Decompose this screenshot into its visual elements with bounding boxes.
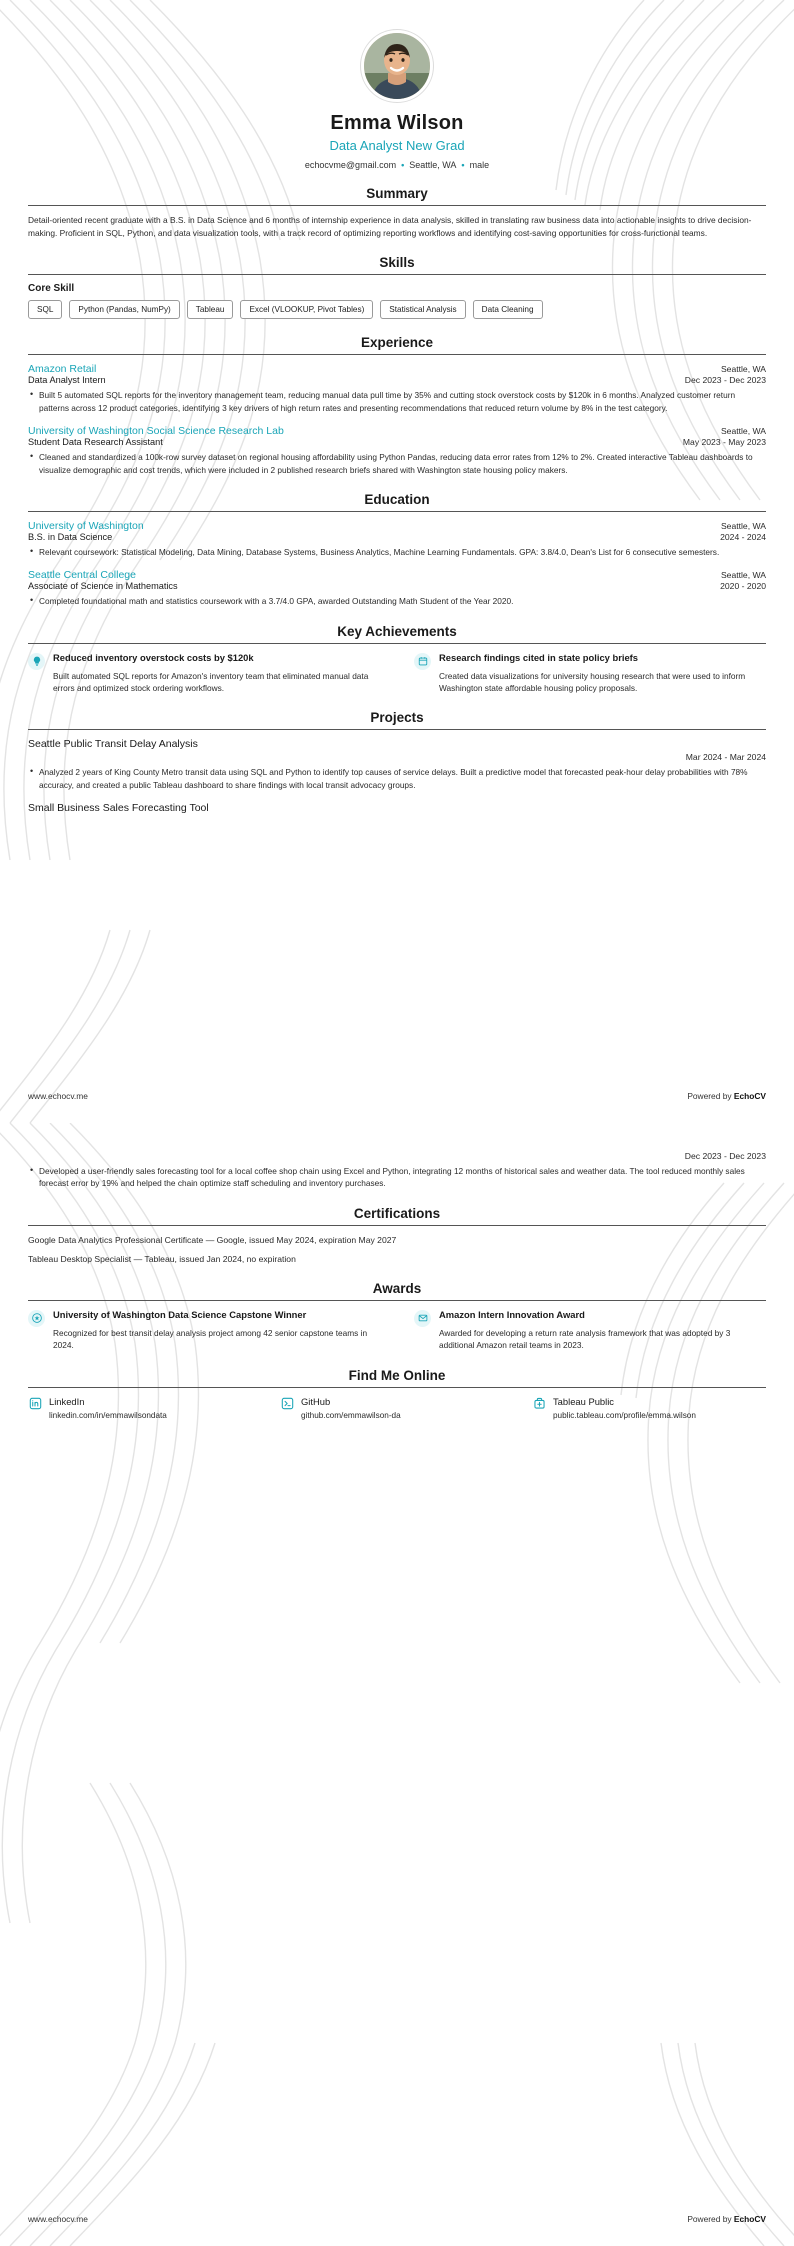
linkedin-icon — [28, 1397, 42, 1411]
tableau-icon — [532, 1397, 546, 1411]
experience-dates: May 2023 - May 2023 — [682, 437, 766, 448]
education-dates: 2024 - 2024 — [720, 531, 766, 542]
online-link-item[interactable] — [280, 1396, 514, 1420]
skill-group-label: Core Skill — [28, 283, 75, 295]
online-link-item[interactable] — [28, 1396, 262, 1420]
section-title-education: Education — [28, 492, 766, 512]
award-item — [414, 1309, 766, 1352]
avatar-photo — [364, 33, 430, 99]
section-experience — [28, 335, 766, 476]
certification-item: Tableau Desktop Specialist — Tableau, issued Jan 2024, no expiration — [28, 1253, 296, 1264]
footer-powered-prefix: Powered by — [687, 1091, 734, 1101]
skill-chip: Data Cleaning — [473, 300, 543, 319]
key-achievement-title: Research findings cited in state policy briefs — [439, 651, 639, 663]
contact-email: echocvme@gmail.com — [304, 160, 397, 170]
project-dates: Dec 2023 - Dec 2023 — [684, 1151, 766, 1161]
education-institution: Seattle Central College — [28, 569, 136, 582]
education-entry — [28, 520, 766, 558]
section-title-find-me-online: Find Me Online — [28, 1368, 766, 1388]
key-achievement-description: Built automated SQL reports for Amazon's inventory team that eliminated manual data errors and optimized stock ordering workflows. — [53, 670, 369, 693]
page-footer — [28, 2214, 766, 2224]
award-title: University of Washington Data Science Capstone Winner — [53, 1308, 307, 1320]
section-title-certifications: Certifications — [28, 1206, 766, 1226]
key-achievement-title: Reduced inventory overstock costs by $120k — [53, 651, 254, 663]
education-location: Seattle, WA — [720, 520, 766, 531]
section-title-awards: Awards — [28, 1281, 766, 1301]
project-title: Seattle Public Transit Delay Analysis — [28, 738, 198, 751]
section-summary — [28, 186, 766, 239]
online-link-label: LinkedIn — [49, 1395, 85, 1407]
bullet-item: • Developed a user-friendly sales forecasting tool for a local coffee shop chain using Excel and Python, integrating 12 months of historical sales and weather data. The tool reduced monthly sales forecast error by 19% and helped the chain optimize staff scheduling and inventory purchases. — [28, 1165, 766, 1190]
experience-bullets — [28, 389, 766, 414]
calendar-icon — [414, 653, 431, 670]
skill-chip: Statistical Analysis — [380, 300, 465, 319]
resume-header — [28, 0, 766, 170]
contact-gender: male — [469, 160, 490, 170]
footer-site-url: www.echocv.me — [28, 1091, 88, 1101]
page-footer — [28, 1091, 766, 1101]
candidate-name: Emma Wilson — [330, 112, 464, 134]
award-description: Recognized for best transit delay analysis project among 42 senior capstone teams in 2024. — [53, 1327, 368, 1351]
section-title-experience: Experience — [28, 335, 766, 355]
certification-item: Google Data Analytics Professional Certificate — Google, issued May 2024, expiration May 2027 — [28, 1234, 397, 1245]
contact-line — [28, 160, 766, 170]
bullet-item: • Built 5 automated SQL reports for the inventory management team, reducing manual data pull time by 35% and cutting stock overstock costs by $120k in 6 months. Analyzed customer return patterns across 12 product categories, identifying 3 key drivers of high return rates and presenting recommendations that reduced return volume by 8% in the test category. — [28, 389, 766, 414]
section-education — [28, 492, 766, 608]
footer-powered-by — [687, 1091, 766, 1101]
award-list — [28, 1309, 766, 1352]
project-bullets — [28, 766, 766, 791]
trophy-icon — [28, 1310, 45, 1327]
skill-chip: Python (Pandas, NumPy) — [69, 300, 179, 319]
skill-chip-list — [28, 300, 766, 319]
skill-chip: SQL — [28, 300, 62, 319]
project-entry-continued — [28, 1151, 766, 1190]
experience-organization: Amazon Retail — [28, 363, 97, 376]
education-location: Seattle, WA — [720, 570, 766, 581]
award-description: Awarded for developing a return rate analysis framework that was adopted by 3 additional Amazon retail teams in 2023. — [439, 1327, 731, 1351]
skill-chip: Tableau — [187, 300, 234, 319]
section-title-key-achievements: Key Achievements — [28, 624, 766, 644]
section-projects — [28, 710, 766, 814]
envelope-icon — [414, 1310, 431, 1327]
contact-separator-2: • — [461, 160, 465, 170]
footer-brand: EchoCV — [733, 1091, 766, 1101]
footer-site-url: www.echocv.me — [28, 2214, 88, 2224]
key-achievement-description: Created data visualizations for university housing research that were used to inform Washington state affordable housing policy proposals. — [439, 670, 746, 693]
section-title-projects: Projects — [28, 710, 766, 730]
online-link-label: GitHub — [301, 1395, 331, 1407]
project-title: Small Business Sales Forecasting Tool — [28, 802, 209, 815]
award-item — [28, 1309, 380, 1352]
project-dates: Mar 2024 - Mar 2024 — [685, 752, 766, 763]
online-link-item[interactable] — [532, 1396, 766, 1420]
contact-location: Seattle, WA — [409, 160, 457, 170]
education-entry — [28, 569, 766, 607]
skill-chip: Excel (VLOOKUP, Pivot Tables) — [240, 300, 373, 319]
experience-entry — [28, 363, 766, 414]
award-title: Amazon Intern Innovation Award — [439, 1308, 585, 1320]
summary-text: Detail-oriented recent graduate with a B.S. in Data Science and 6 months of internship experience in data analysis, skilled in translating raw business data into actionable insights to drive decision-making. Proficient in SQL, Python, and data visualization tools, with a track record of optimizing reporting workflows and identifying cost-saving opportunities for cross-functional teams. — [28, 215, 752, 238]
education-dates: 2020 - 2020 — [720, 581, 766, 592]
experience-location: Seattle, WA — [720, 364, 766, 375]
education-bullets — [28, 546, 766, 558]
experience-location: Seattle, WA — [720, 426, 766, 437]
experience-role: Student Data Research Assistant — [28, 437, 163, 448]
key-achievement-list — [28, 652, 766, 695]
section-find-me-online — [28, 1368, 766, 1420]
online-link-url[interactable]: public.tableau.com/profile/emma.wilson — [553, 1410, 696, 1420]
experience-entry — [28, 425, 766, 476]
github-icon — [280, 1397, 294, 1411]
section-key-achievements — [28, 624, 766, 695]
experience-role: Data Analyst Intern — [28, 375, 106, 386]
key-achievement-item — [28, 652, 380, 695]
resume-page-2 — [0, 1123, 794, 2246]
section-title-skills: Skills — [28, 255, 766, 275]
key-achievement-item — [414, 652, 766, 695]
experience-dates: Dec 2023 - Dec 2023 — [684, 375, 766, 386]
online-link-label: Tableau Public — [553, 1395, 614, 1407]
education-degree: B.S. in Data Science — [28, 531, 113, 542]
bullet-item: • Relevant coursework: Statistical Modeling, Data Mining, Database Systems, Business Analytics, Machine Learning Fundamentals. GPA: 3.8/4.0, Dean's List for 6 consecutive semesters. — [28, 546, 766, 558]
online-link-url[interactable]: github.com/emmawilson-da — [301, 1410, 401, 1420]
bullet-item: • Analyzed 2 years of King County Metro transit data using SQL and Python to identify top causes of service delays. Built a predictive model that forecasted peak-hour delay probabilities with 78% accuracy, and created a public Tableau dashboard to share findings with local transit advocacy groups. — [28, 766, 766, 791]
project-entry-partial — [28, 802, 766, 814]
online-link-url[interactable]: linkedin.com/in/emmawilsondata — [49, 1410, 167, 1420]
footer-brand: EchoCV — [733, 2214, 766, 2224]
candidate-title: Data Analyst New Grad — [329, 138, 465, 153]
section-title-summary: Summary — [28, 186, 766, 206]
online-link-list — [28, 1396, 766, 1420]
education-institution: University of Washington — [28, 519, 144, 532]
section-skills — [28, 255, 766, 319]
experience-bullets — [28, 451, 766, 476]
footer-powered-prefix: Powered by — [687, 2214, 734, 2224]
avatar — [361, 30, 433, 102]
section-certifications — [28, 1206, 766, 1265]
lightbulb-icon — [28, 653, 45, 670]
bullet-item: • Cleaned and standardized a 100k-row survey dataset on regional housing affordability using Python Pandas, reducing data error rates from 12% to 2%. Created interactive Tableau dashboards to visualize demographic and cost trends, which were included in 2 published research briefs shared with Washington state housing policy makers. — [28, 451, 766, 476]
section-awards — [28, 1281, 766, 1352]
project-bullets — [28, 1165, 766, 1190]
contact-separator-1: • — [401, 160, 405, 170]
project-entry — [28, 738, 766, 791]
experience-organization: University of Washington Social Science Research Lab — [28, 425, 284, 438]
education-bullets — [28, 595, 766, 607]
education-degree: Associate of Science in Mathematics — [28, 581, 178, 592]
footer-powered-by — [687, 2214, 766, 2224]
bullet-item: • Completed foundational math and statistics coursework with a 3.7/4.0 GPA, awarded Outstanding Math Student of the Year 2020. — [28, 595, 766, 607]
